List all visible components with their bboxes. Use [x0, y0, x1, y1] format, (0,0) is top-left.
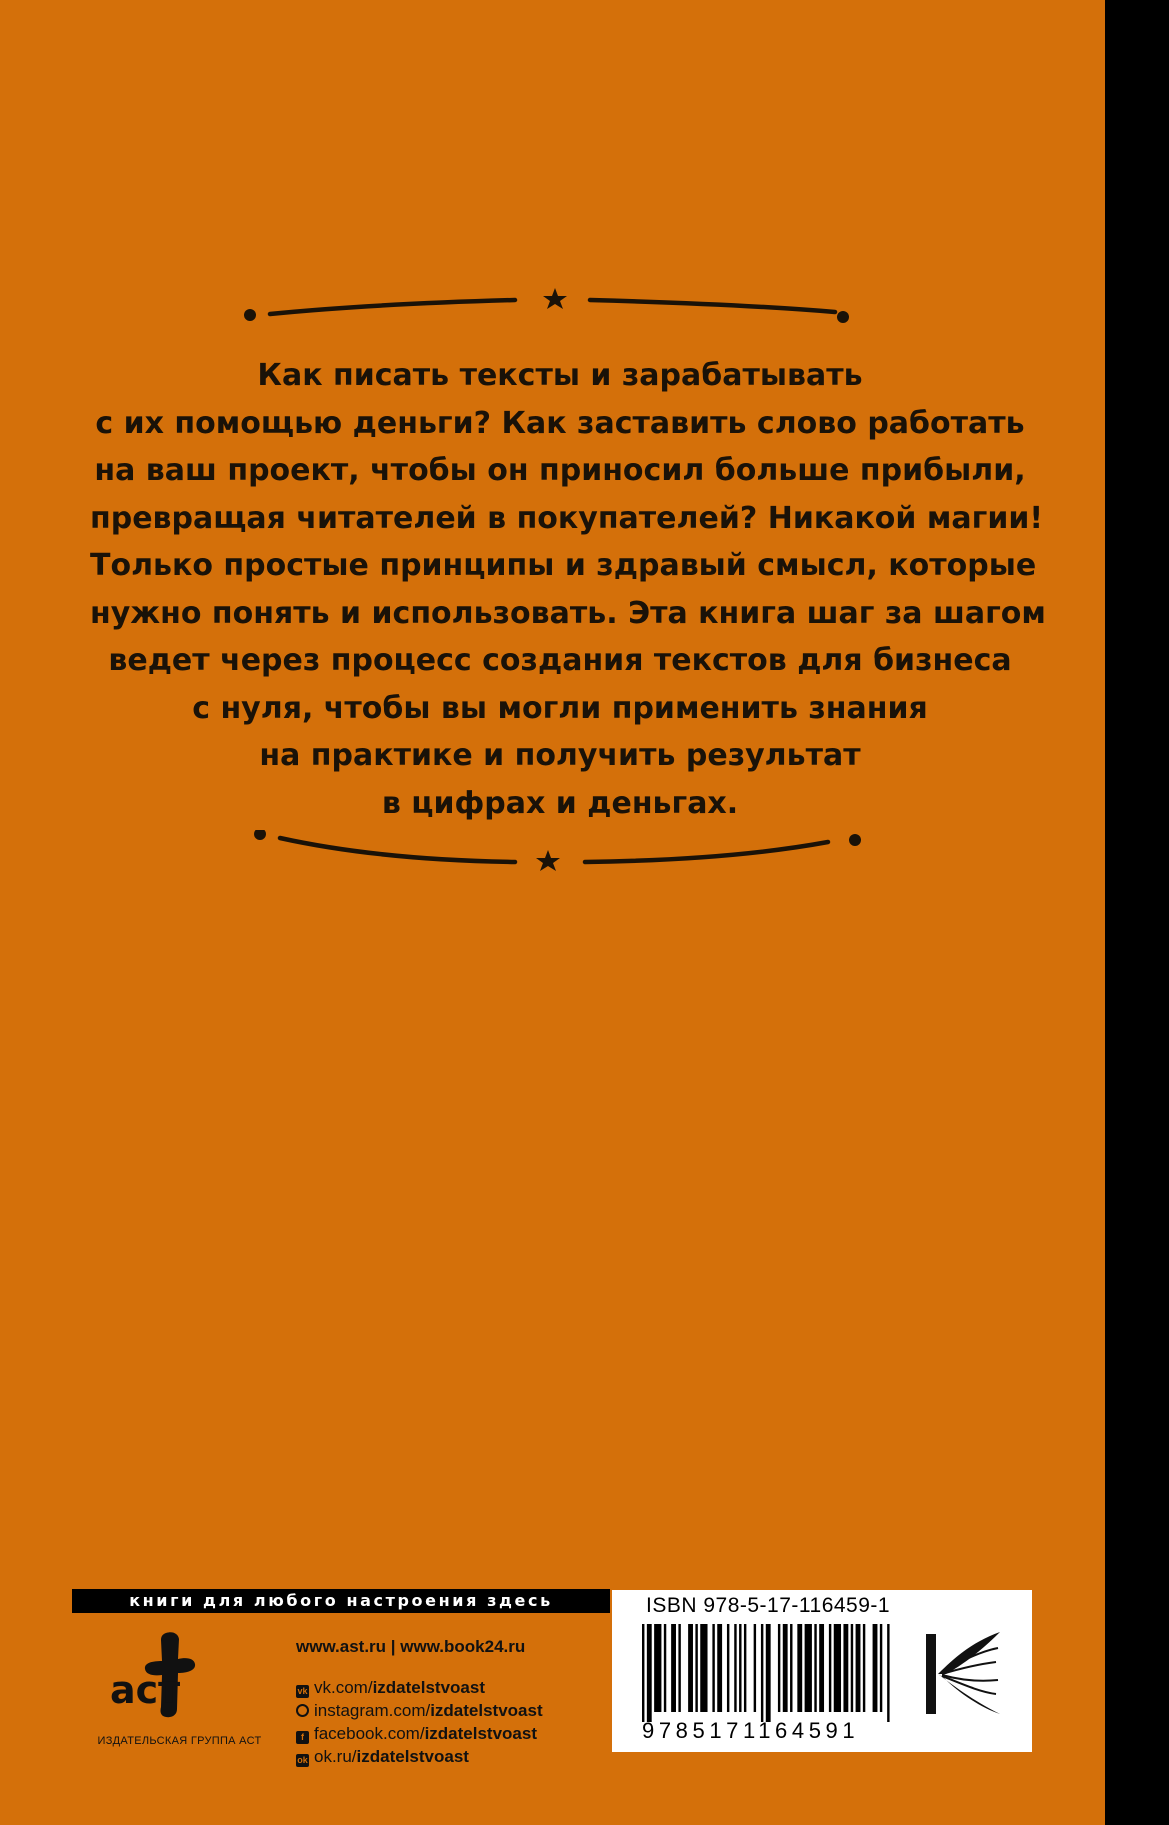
odnoklassniki-icon: ok [297, 1755, 308, 1765]
publisher-name: ИЗДАТЕЛЬСКАЯ ГРУППА АСТ [97, 1735, 262, 1747]
tagline-bar: книги для любого настроения здесь [72, 1589, 610, 1613]
barcode-bar [829, 1624, 831, 1712]
ast-logo [108, 1625, 208, 1725]
barcode-bar [727, 1624, 729, 1712]
blurb-line: превращая читателей в покупателей? Никакой магии! [90, 500, 1044, 536]
publisher-contacts [296, 1632, 626, 1768]
blurb-line: в цифрах и деньгах. [381, 785, 739, 821]
barcode-bar [766, 1624, 771, 1722]
blurb-line: на ваш проект, чтобы он приносил больше прибыли, [94, 453, 1026, 488]
star-icon [536, 850, 560, 871]
ornament-divider-bottom [230, 830, 890, 880]
barcode-bar [695, 1624, 697, 1712]
social-prefix: vk.com/ [314, 1678, 373, 1697]
blurb-line: Как писать тексты и зарабатывать [257, 358, 863, 393]
blurb-line: ведет через процесс создания текстов для бизнеса [108, 643, 1012, 678]
social-handle: izdatelstvoast [356, 1747, 469, 1766]
barcode-bar [814, 1624, 816, 1712]
blurb-text [90, 352, 1046, 827]
social-instagram[interactable] [296, 1699, 626, 1722]
barcode-bar [790, 1624, 792, 1712]
barcode-bar [783, 1624, 788, 1712]
blurb-line: с их помощью деньги? Как заставить слово работать [95, 405, 1025, 441]
facebook-icon: f [296, 1731, 309, 1744]
vk-icon: vk [297, 1686, 308, 1696]
barcode-bar [700, 1624, 707, 1712]
barcode-bar [664, 1624, 666, 1712]
barcode-bar [856, 1624, 861, 1712]
barcode-bar [851, 1624, 853, 1712]
barcode [642, 1624, 892, 1722]
barcode-bar [754, 1624, 756, 1712]
barcode-bar [880, 1624, 882, 1712]
social-prefix: facebook.com/ [314, 1724, 425, 1743]
barcode-bar [778, 1624, 780, 1712]
social-vk[interactable] [296, 1676, 626, 1699]
barcode-bar [805, 1624, 812, 1712]
social-odnoklassniki[interactable] [296, 1745, 626, 1768]
barcode-panel [612, 1590, 1032, 1752]
blurb-line: нужно понять и использовать. Эта книга шаг за шагом [90, 595, 1046, 631]
blurb-line: Только простые принципы и здравый смысл, которые [90, 548, 1037, 583]
social-handle: izdatelstvoast [430, 1701, 543, 1720]
barcode-bar [761, 1624, 763, 1722]
blurb-line: на практике и получить результат [259, 738, 861, 773]
spine-edge [1105, 0, 1169, 1825]
social-handle: izdatelstvoast [372, 1678, 485, 1697]
blurb-line: с нуля, чтобы вы могли применить знания [192, 690, 928, 726]
barcode-bar [647, 1624, 652, 1722]
ornament-divider-top [230, 282, 890, 332]
barcode-digits: 9785171164591 [642, 1718, 860, 1743]
barcode-bar [642, 1624, 644, 1722]
barcode-bar [678, 1624, 680, 1712]
barcode-bar [717, 1624, 722, 1712]
barcode-bar [671, 1624, 676, 1712]
barcode-bar [712, 1624, 714, 1712]
barcode-bar [739, 1624, 741, 1712]
social-facebook[interactable] [296, 1722, 626, 1745]
barcode-bar [734, 1624, 736, 1712]
barcode-bar [819, 1624, 824, 1712]
barcode-bar [887, 1624, 889, 1722]
barcode-bar [834, 1624, 841, 1712]
social-prefix: ok.ru/ [314, 1747, 357, 1766]
barcode-bar [744, 1624, 746, 1712]
instagram-icon [296, 1704, 309, 1717]
website-links[interactable]: www.ast.ru | www.book24.ru [296, 1637, 526, 1656]
barcode-bar [863, 1624, 865, 1712]
barcode-bar [843, 1624, 848, 1712]
isbn-label: ISBN 978-5-17-116459-1 [646, 1594, 891, 1617]
barcode-bar [797, 1624, 802, 1712]
k-publisher-logo [924, 1628, 1004, 1718]
barcode-bar [654, 1624, 661, 1712]
social-handle: izdatelstvoast [424, 1724, 537, 1743]
barcode-bar [873, 1624, 878, 1712]
ast-logo-text: аст [110, 1668, 181, 1712]
social-prefix: instagram.com/ [314, 1701, 431, 1720]
star-icon [543, 288, 567, 309]
barcode-bar [688, 1624, 693, 1712]
